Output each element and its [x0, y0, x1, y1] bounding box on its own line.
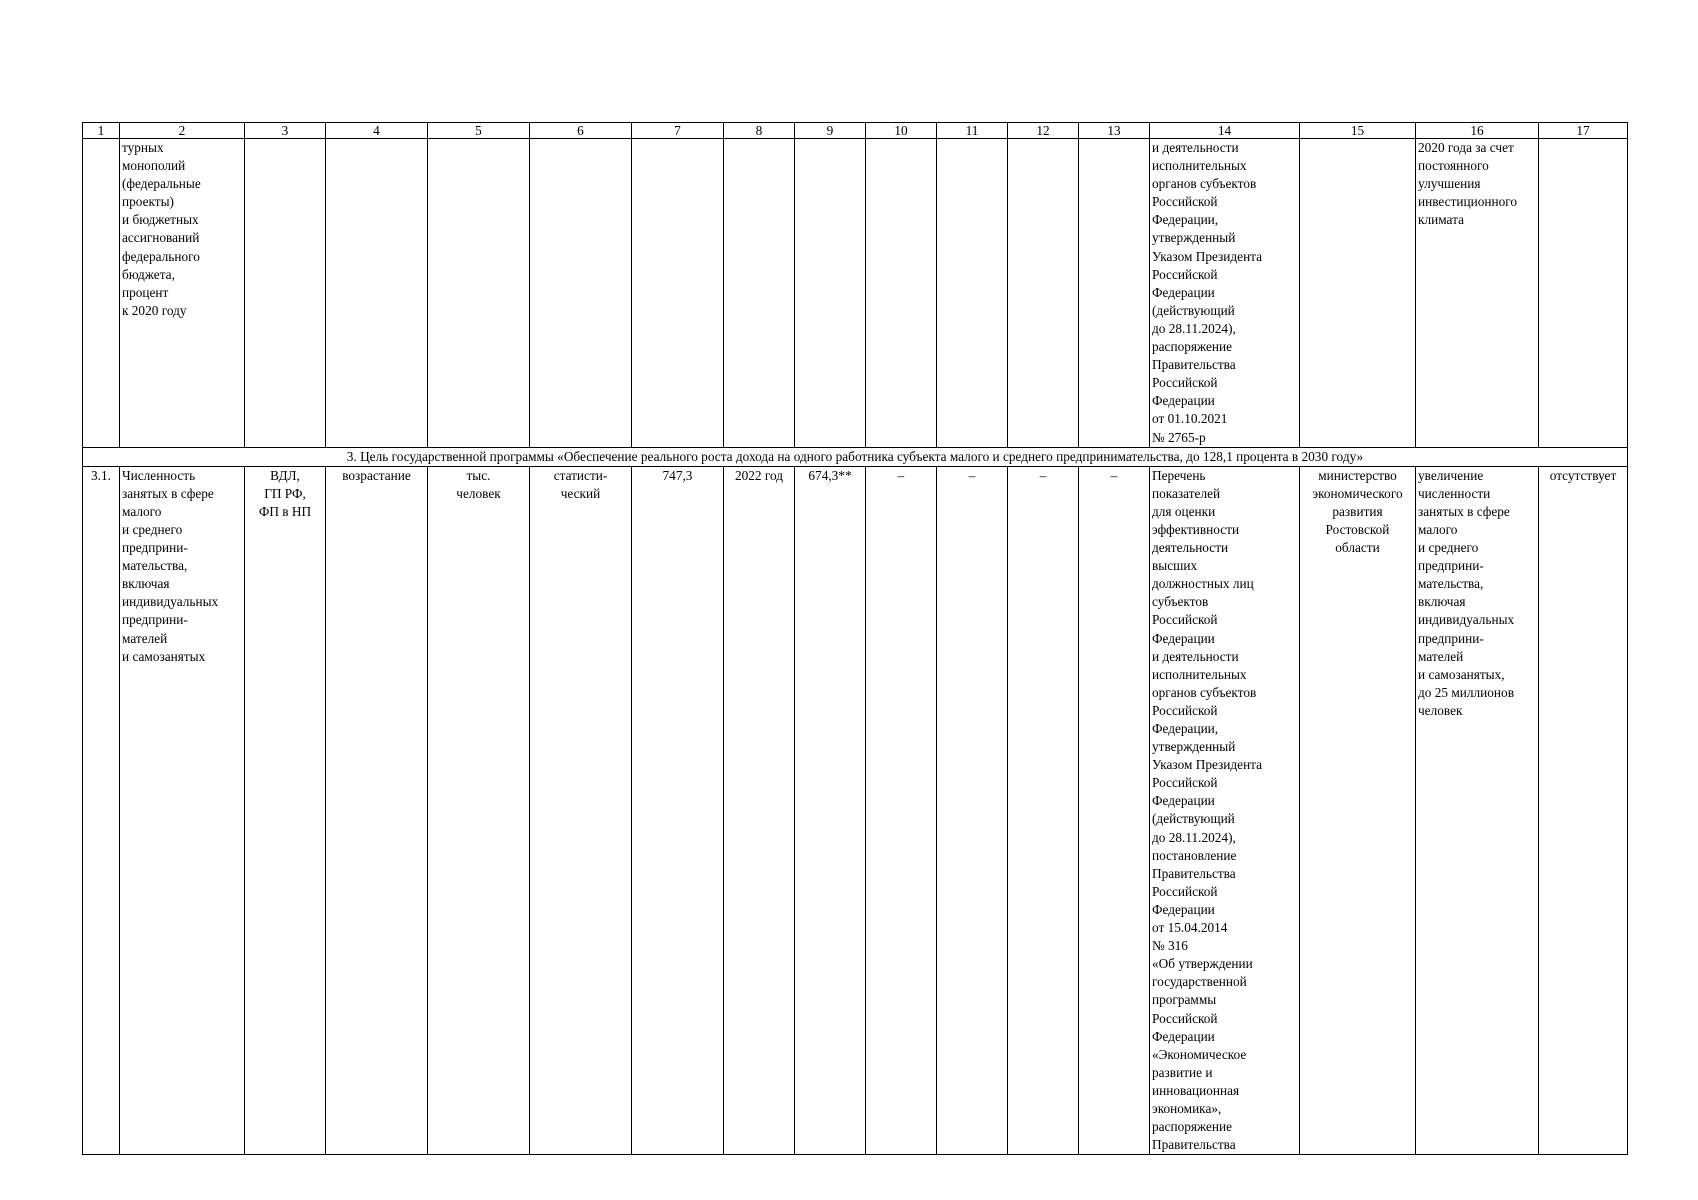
cell-empty	[326, 139, 428, 448]
col-num-17: 17	[1539, 123, 1628, 139]
cell-national-goal-link: 2020 года за счет постоянного улучшения инвестиционного климата	[1416, 139, 1539, 448]
cell-indicator-name: турных монополий (федеральные проекты) и бюджетных ассигнований федерального бюджета, процент к 2020 году	[120, 139, 245, 448]
col-num-11: 11	[937, 123, 1008, 139]
cell-empty	[1079, 139, 1150, 448]
cell-indicator-name: Численность занятых в сфере малого и среднего предприни- мательства, включая индивидуальных предприни- мателей и самозанятых	[120, 466, 245, 1155]
cell-indicator-type: статисти- ческий	[530, 466, 632, 1155]
cell-value-13: –	[1079, 466, 1150, 1155]
cell-empty	[1539, 139, 1628, 448]
indicator-table	[82, 122, 1628, 1155]
cell-empty	[724, 139, 795, 448]
cell-value-11: –	[937, 466, 1008, 1155]
col-num-4: 4	[326, 123, 428, 139]
table-row	[83, 466, 1628, 1155]
cell-empty	[1008, 139, 1079, 448]
cell-responsible: министерство экономического развития Ростовской области	[1300, 466, 1416, 1155]
cell-empty	[428, 139, 530, 448]
cell-info-system: отсутствует	[1539, 466, 1628, 1155]
col-num-2: 2	[120, 123, 245, 139]
cell-value-9: 674,3**	[795, 466, 866, 1155]
col-num-1: 1	[83, 123, 120, 139]
col-num-8: 8	[724, 123, 795, 139]
col-num-9: 9	[795, 123, 866, 139]
column-number-row	[83, 123, 1628, 139]
cell-base-value: 747,3	[632, 466, 724, 1155]
col-num-16: 16	[1416, 123, 1539, 139]
cell-level: ВДЛ, ГП РФ, ФП в НП	[245, 466, 326, 1155]
col-num-12: 12	[1008, 123, 1079, 139]
cell-value-10: –	[866, 466, 937, 1155]
col-num-10: 10	[866, 123, 937, 139]
cell-empty	[937, 139, 1008, 448]
cell-documents: и деятельности исполнительных органов субъектов Российской Федерации, утвержденный Указом Президента Российской Федерации (действующий до 28.11.2024), распоряжение Правительства Российской Федерации от 01.10.2021 № 2765-р	[1150, 139, 1300, 448]
cell-empty	[83, 139, 120, 448]
col-num-7: 7	[632, 123, 724, 139]
cell-number: 3.1.	[83, 466, 120, 1155]
col-num-3: 3	[245, 123, 326, 139]
cell-empty	[245, 139, 326, 448]
cell-empty	[530, 139, 632, 448]
cell-empty	[866, 139, 937, 448]
cell-empty	[632, 139, 724, 448]
cell-national-goal-link: увеличение численности занятых в сфере малого и среднего предприни- мательства, включая индивидуальных предприни- мателей и самозанятых, до 25 миллионов человек	[1416, 466, 1539, 1155]
col-num-13: 13	[1079, 123, 1150, 139]
cell-unit: тыс. человек	[428, 466, 530, 1155]
cell-base-year: 2022 год	[724, 466, 795, 1155]
table-row-continued	[83, 139, 1628, 448]
cell-empty	[795, 139, 866, 448]
goal-heading: 3. Цель государственной программы «Обеспечение реального роста дохода на одного работника субъекта малого и среднего предпринимательства, до 128,1 процента в 2030 году»	[83, 447, 1628, 466]
col-num-14: 14	[1150, 123, 1300, 139]
col-num-5: 5	[428, 123, 530, 139]
cell-trend: возрастание	[326, 466, 428, 1155]
cell-documents: Перечень показателей для оценки эффективности деятельности высших должностных лиц субъектов Российской Федерации и деятельности исполнительных органов субъектов Российской Федерации, утвержденный Указом Президента Российской Федерации (действующий до 28.11.2024), постановление Правительства Российской Федерации от 15.04.2014 № 316 «Об утверждении государственной программы Российской Федерации «Экономическое развитие и инновационная экономика», распоряжение Правительства	[1150, 466, 1300, 1155]
cell-value-12: –	[1008, 466, 1079, 1155]
cell-empty	[1300, 139, 1416, 448]
col-num-6: 6	[530, 123, 632, 139]
goal-row	[83, 447, 1628, 466]
col-num-15: 15	[1300, 123, 1416, 139]
